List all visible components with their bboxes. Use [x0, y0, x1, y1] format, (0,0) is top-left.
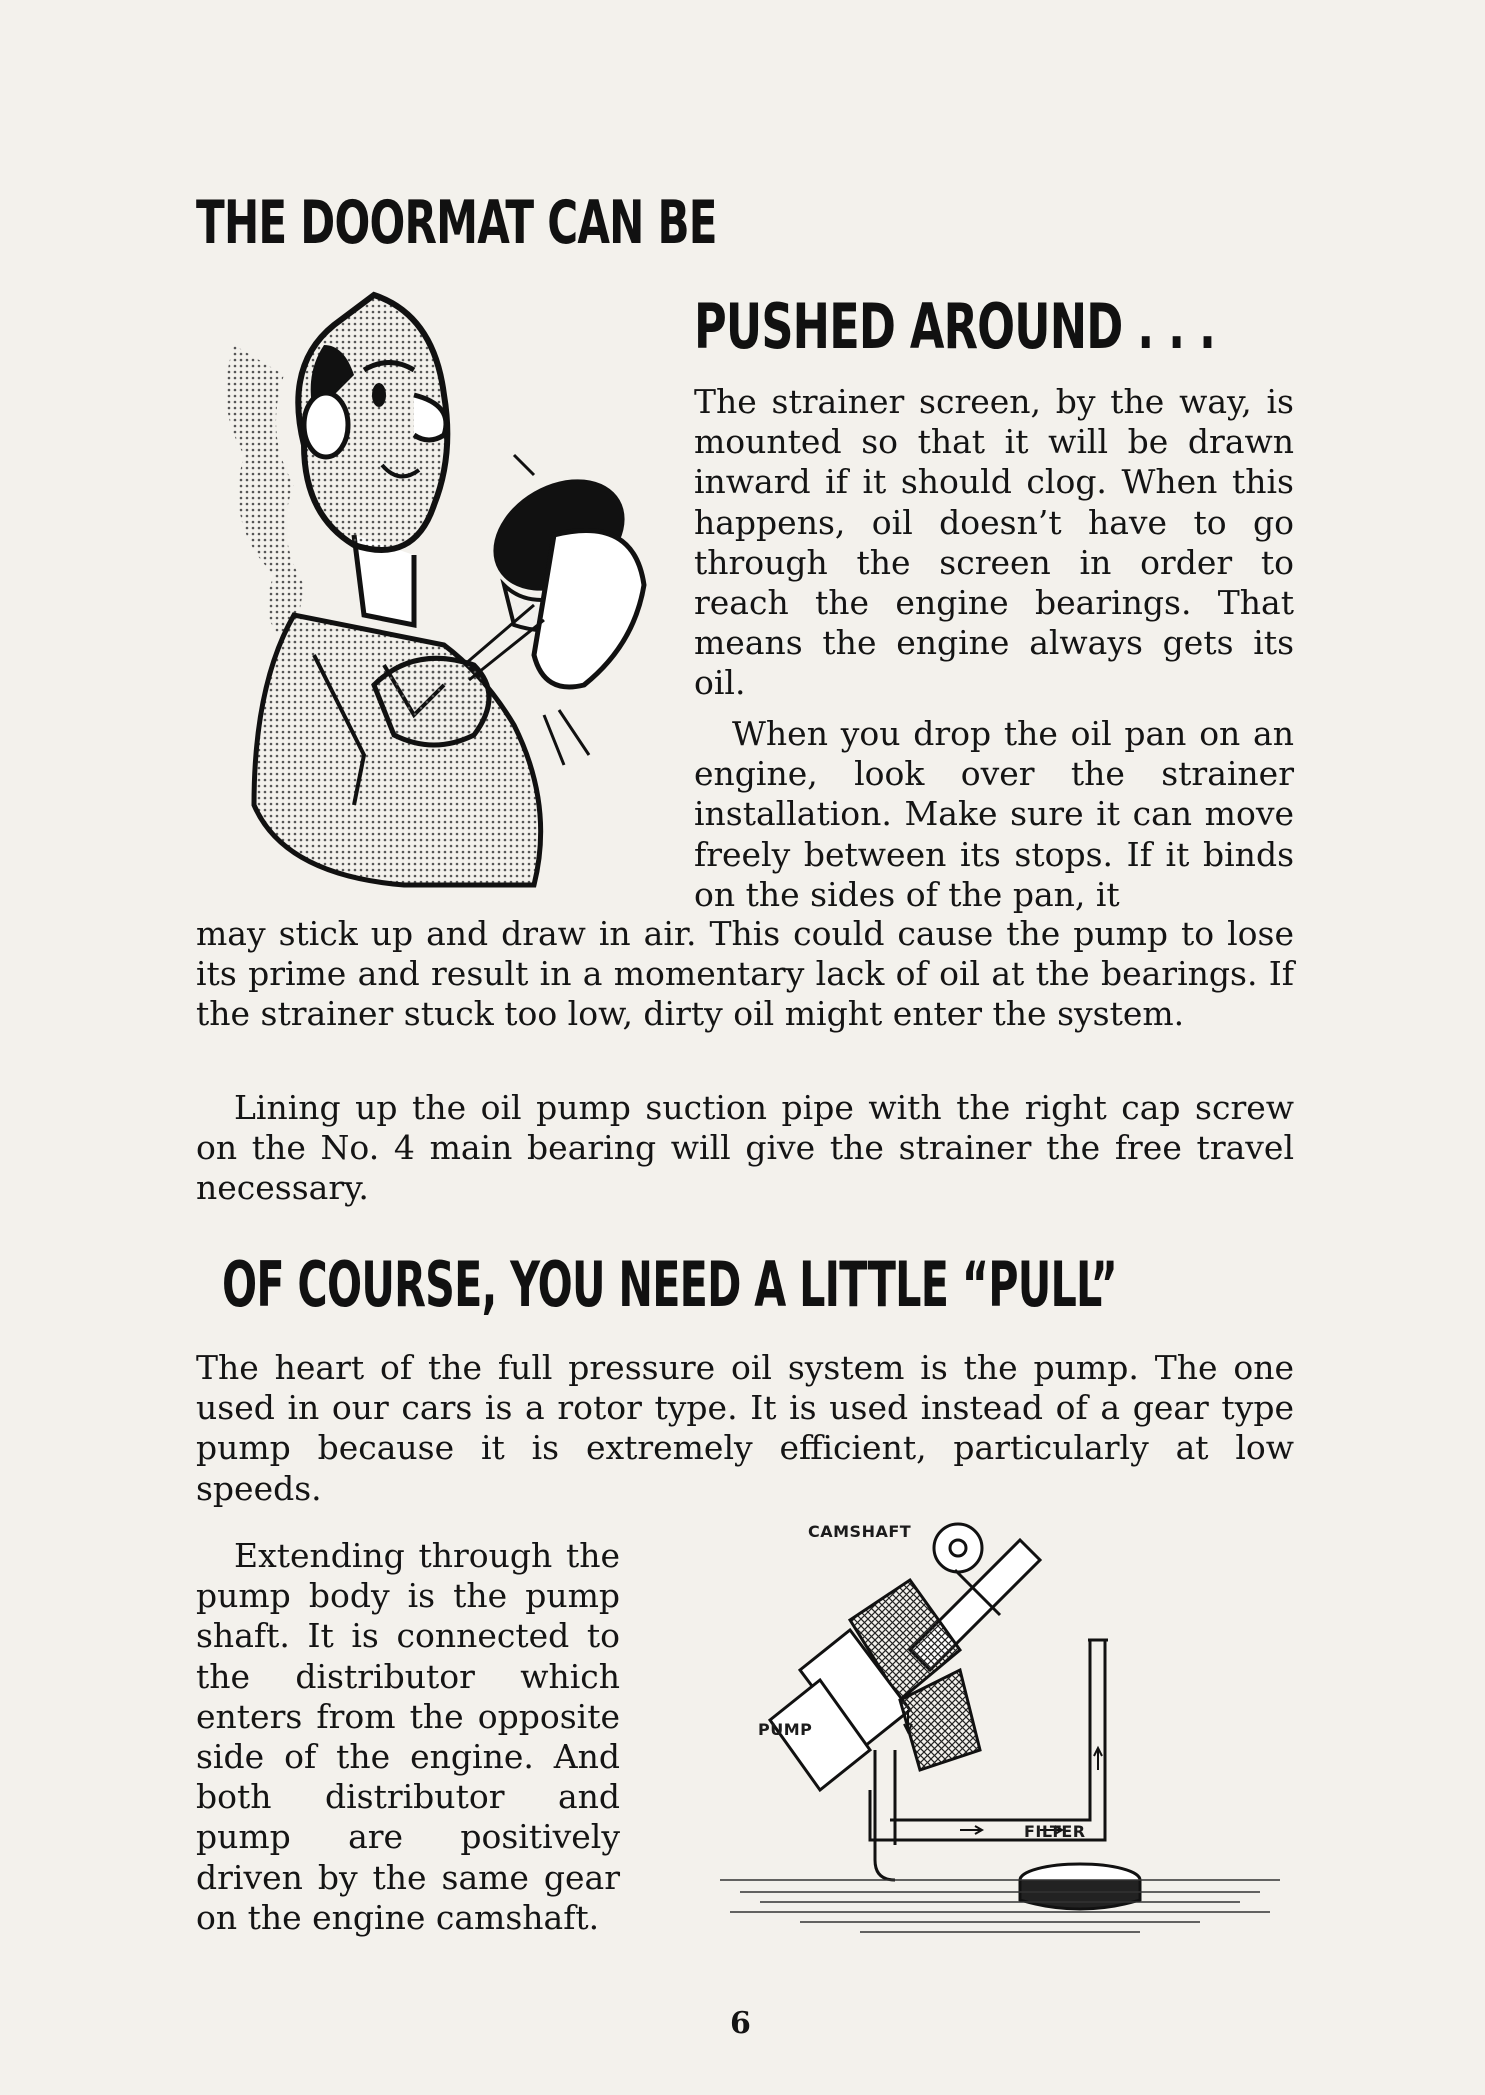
- paragraph-drop-oil-pan: When you drop the oil pan on an engine, look over the strainer installation. Make sure it can move freely between its stops. If it binds on the sides of the pan, it: [694, 714, 1294, 914]
- paragraph-stick-up: may stick up and draw in air. This could cause the pump to lose its prime and result in a momentary lack of oil at the bearings. If the strainer stuck too low, dirty oil might enter the system.: [196, 914, 1294, 1034]
- label-pump: PUMP: [758, 1720, 813, 1739]
- paragraph-strainer-screen: The strainer screen, by the way, is mounted so that it will be drawn inward if it should clog. When this happens, oil doesn’t have to go through the screen in order to reach the engine bearings. That means the engine always gets its oil.: [694, 382, 1294, 703]
- label-filter: FILTER: [1024, 1822, 1086, 1841]
- oil-pump-diagram: [700, 1500, 1300, 1940]
- heading-pushed-around: PUSHED AROUND . . .: [694, 290, 1216, 363]
- paragraph-heart-of-system: The heart of the full pressure oil system is the pump. The one used in our cars is a rotor type. It is used instead of a gear type pump because it is extremely efficient, particularly at low speeds.: [196, 1348, 1294, 1508]
- paragraph-pump-shaft: Extending through the pump body is the pump shaft. It is connected to the distributor which enters from the opposite side of the engine. And both distributor and pump are positively driven by the same gear on the engine camshaft.: [196, 1536, 620, 1937]
- mechanic-cartoon-illustration: [214, 285, 684, 905]
- heading-pull: OF COURSE, YOU NEED A LITTLE “PULL”: [222, 1248, 1117, 1321]
- page-number: 6: [730, 2006, 751, 2041]
- paragraph-lining-up: Lining up the oil pump suction pipe with the right cap screw on the No. 4 main bearing will give the strainer the free travel necessary.: [196, 1088, 1294, 1208]
- heading-doormat: THE DOORMAT CAN BE: [196, 188, 717, 258]
- label-camshaft: CAMSHAFT: [808, 1522, 912, 1541]
